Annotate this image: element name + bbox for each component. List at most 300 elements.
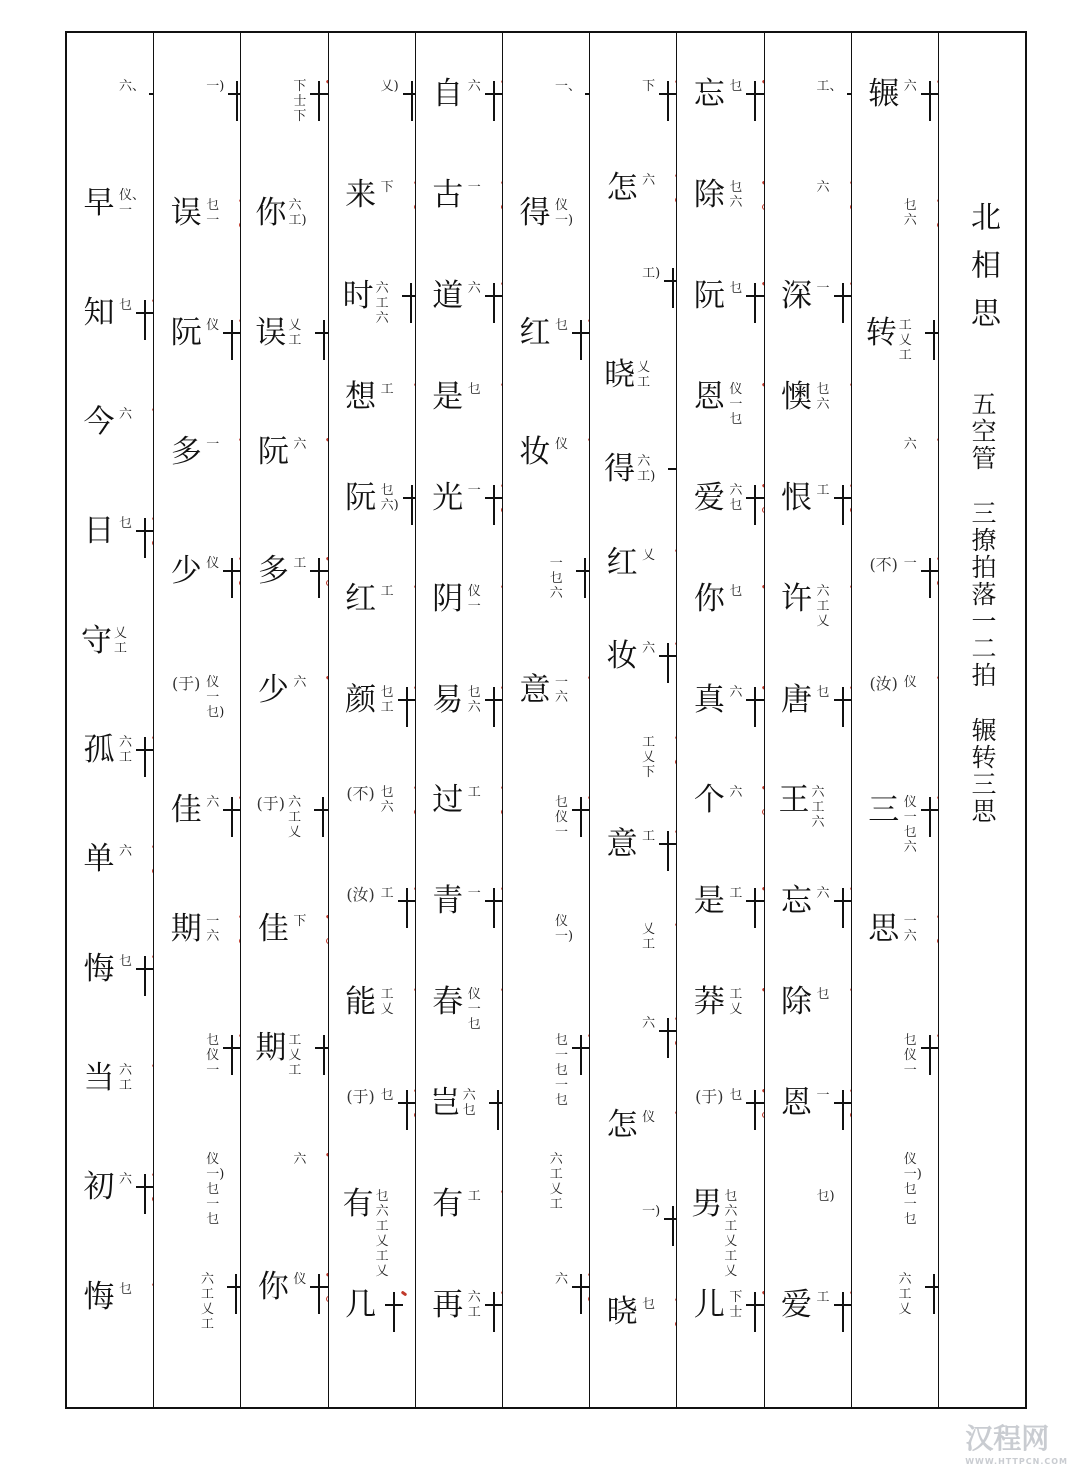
gongche-note: 六 bbox=[816, 583, 830, 599]
gongche-note: 乂工 bbox=[288, 317, 302, 348]
beat-crossbar bbox=[310, 93, 327, 95]
gongche-note: 乜 bbox=[903, 1212, 917, 1228]
gongche-note: 六 bbox=[554, 690, 568, 706]
score-cell bbox=[604, 546, 676, 640]
beat-mark bbox=[657, 920, 676, 1014]
watermark-logo bbox=[965, 1417, 1068, 1466]
score-cell bbox=[517, 793, 589, 912]
beat-mark bbox=[657, 827, 676, 921]
beat-mark bbox=[657, 733, 676, 827]
notation-group bbox=[729, 382, 742, 427]
beat-mark bbox=[744, 380, 763, 481]
gongche-note: 六工 bbox=[811, 785, 825, 816]
beat-mark bbox=[657, 639, 676, 733]
notation-group bbox=[729, 785, 742, 800]
score-cell bbox=[604, 639, 676, 733]
beat-mark bbox=[744, 582, 763, 683]
gongche-note: 工 bbox=[467, 785, 481, 801]
gongche-note: 一 bbox=[816, 1088, 830, 1104]
gongche-note: 乂) bbox=[380, 79, 399, 94]
beat-crossbar bbox=[921, 809, 938, 811]
beat-mark bbox=[308, 554, 327, 673]
beat-mark bbox=[570, 1270, 589, 1389]
lyric-character: 单 bbox=[83, 841, 115, 878]
beat-crossbar bbox=[136, 749, 153, 751]
score-column bbox=[328, 33, 415, 1407]
score-cell bbox=[343, 1086, 415, 1187]
gongche-note: 六 bbox=[288, 794, 302, 810]
score-cell bbox=[343, 985, 415, 1086]
beat-mark bbox=[744, 481, 763, 582]
beat-mark bbox=[226, 673, 240, 792]
lyric-character: 忘 bbox=[781, 883, 812, 920]
beat-stem bbox=[754, 1090, 756, 1130]
score-cell bbox=[168, 673, 240, 792]
notation-group bbox=[555, 1033, 568, 1108]
beat-mark bbox=[574, 1150, 589, 1269]
beat-crossbar bbox=[576, 570, 589, 572]
notation-group bbox=[288, 1033, 310, 1078]
notation-group bbox=[729, 1088, 742, 1103]
score-cell bbox=[255, 673, 327, 792]
lyric-character: 男 bbox=[691, 1186, 723, 1223]
gongche-note: 仪 bbox=[206, 1152, 220, 1168]
score-cell bbox=[343, 481, 415, 582]
notation-group bbox=[729, 180, 742, 210]
notation-group bbox=[555, 318, 568, 333]
lyric-character: 怎 bbox=[606, 1106, 638, 1143]
gongche-note: 乂工 bbox=[200, 1301, 214, 1332]
notation-group bbox=[724, 1189, 746, 1279]
beat-stem bbox=[144, 300, 146, 340]
beat-mark bbox=[308, 77, 327, 196]
gongche-note: 工乂 bbox=[288, 809, 302, 840]
gongche-note: 乂工 bbox=[375, 1234, 389, 1265]
beat-mark bbox=[919, 673, 938, 792]
beat-stem bbox=[754, 888, 756, 928]
notation-group bbox=[555, 914, 573, 944]
gongche-note: 乂 bbox=[380, 1002, 394, 1018]
notation-group bbox=[642, 79, 655, 94]
beat-crossbar bbox=[136, 312, 153, 314]
score-cell bbox=[517, 1150, 589, 1269]
notation-group bbox=[904, 1033, 917, 1078]
notation-group bbox=[206, 437, 219, 452]
gongche-note: 六 bbox=[119, 734, 133, 750]
gongche-note: 乜 bbox=[729, 179, 743, 195]
gongche-note: 乜 bbox=[729, 583, 743, 599]
beat-stem bbox=[672, 1206, 674, 1246]
beat-mark bbox=[134, 1280, 153, 1389]
notation-group bbox=[206, 1152, 224, 1227]
beat-mark bbox=[483, 279, 502, 380]
score-cell bbox=[866, 77, 938, 196]
gongche-note: 乜 bbox=[642, 1297, 656, 1313]
gongche-note: 乜 bbox=[206, 1182, 220, 1198]
gongche-note: 一 bbox=[903, 1063, 917, 1079]
notation-group bbox=[468, 281, 481, 296]
gongche-note: 下 bbox=[293, 913, 307, 929]
notation-group bbox=[119, 735, 132, 765]
notation-group bbox=[468, 79, 481, 94]
score-cell bbox=[517, 316, 589, 435]
gongche-note: 乂工 bbox=[288, 1048, 302, 1079]
beat-mark bbox=[396, 380, 415, 481]
score-cell bbox=[343, 582, 415, 683]
lyric-character: 再 bbox=[432, 1287, 464, 1324]
lyric-character: 儿 bbox=[693, 1287, 725, 1324]
gongche-note: 乜 bbox=[380, 785, 394, 801]
beat-mark bbox=[226, 1150, 240, 1269]
beat-stem bbox=[933, 1274, 935, 1314]
gongche-note: 六 bbox=[549, 586, 563, 602]
beat-stem bbox=[231, 320, 233, 360]
beat-crossbar bbox=[834, 699, 851, 701]
beat-mark bbox=[396, 683, 415, 784]
lyric-character: 春 bbox=[432, 984, 464, 1021]
mode-label: 五空管 bbox=[967, 391, 997, 472]
beat-stem bbox=[580, 797, 582, 837]
notation-group bbox=[119, 516, 132, 531]
score-cell bbox=[691, 481, 763, 582]
beat-mark bbox=[308, 1270, 327, 1389]
lyric-character: 守 bbox=[81, 622, 112, 659]
lyric-character: 是 bbox=[432, 378, 464, 415]
notation-group bbox=[642, 641, 655, 656]
beat-stem bbox=[929, 797, 931, 837]
notation-group bbox=[206, 318, 219, 333]
score-cell bbox=[604, 1108, 676, 1202]
beat-stem bbox=[667, 1018, 669, 1058]
notation-group bbox=[642, 735, 655, 780]
beat-stem bbox=[929, 1035, 931, 1075]
score-cell bbox=[866, 554, 938, 673]
score-column bbox=[153, 33, 240, 1407]
gongche-note: 仪 bbox=[554, 198, 568, 214]
score-cell bbox=[343, 783, 415, 884]
gongche-note: 乂 bbox=[642, 750, 656, 766]
beat-mark bbox=[748, 1187, 763, 1288]
score-cell bbox=[691, 1288, 763, 1389]
notation-group bbox=[119, 188, 145, 218]
beat-crossbar bbox=[227, 1286, 240, 1288]
notation-group bbox=[899, 318, 921, 363]
gongche-note: 工 bbox=[467, 1189, 481, 1205]
gongche-note: 一) bbox=[554, 213, 574, 229]
notation-group bbox=[637, 454, 664, 484]
beat-mark bbox=[396, 178, 415, 279]
beat-mark bbox=[221, 196, 240, 315]
beat-crossbar bbox=[136, 968, 153, 970]
beat-crossbar bbox=[223, 570, 240, 572]
lyric-character: 你 bbox=[255, 195, 287, 232]
gongche-note: 六 bbox=[119, 406, 133, 422]
gongche-note: 乜 bbox=[380, 684, 394, 700]
notation-group bbox=[119, 844, 132, 859]
gongche-note: 下 bbox=[729, 1290, 743, 1306]
lyric-character: 有 bbox=[432, 1186, 464, 1223]
gongche-note: 一、 bbox=[554, 79, 581, 94]
lyric-character: 今 bbox=[83, 403, 115, 440]
gongche-note: 六 bbox=[293, 675, 307, 691]
beat-mark bbox=[744, 783, 763, 884]
gongche-note: 乂工 bbox=[549, 1182, 563, 1213]
gongche-note: 一 bbox=[729, 396, 743, 412]
beat-crossbar bbox=[664, 280, 676, 282]
beat-mark bbox=[570, 793, 589, 912]
gongche-note: 六 bbox=[554, 1271, 568, 1287]
beat-stem bbox=[235, 1274, 237, 1314]
lyric-character: 深 bbox=[781, 277, 812, 314]
lyric-character: 爱 bbox=[693, 479, 725, 516]
gongche-note: 乜 bbox=[554, 1093, 568, 1109]
gongche-note: 一 bbox=[467, 1002, 481, 1018]
notation-group bbox=[468, 382, 481, 397]
lyric-character: 爱 bbox=[781, 1287, 812, 1324]
beat-mark bbox=[400, 279, 415, 380]
gongche-note: 一 bbox=[816, 280, 830, 296]
score-cell bbox=[604, 1014, 676, 1108]
lyric-character: 日 bbox=[83, 513, 115, 550]
beat-stem bbox=[584, 558, 586, 598]
beat-mark bbox=[923, 1270, 938, 1389]
score-column bbox=[502, 33, 589, 1407]
gongche-note: 乜 bbox=[816, 684, 830, 700]
beat-crossbar bbox=[398, 699, 415, 701]
gongche-note: 六 bbox=[119, 844, 133, 860]
score-cell bbox=[604, 171, 676, 265]
beat-mark bbox=[575, 912, 589, 1031]
beat-crossbar bbox=[310, 1286, 327, 1288]
gongche-note: 一 bbox=[467, 886, 481, 902]
lyric-character: 是 bbox=[693, 883, 725, 920]
score-cell bbox=[779, 582, 851, 683]
gongche-note: 一 bbox=[206, 1063, 220, 1079]
beat-stem bbox=[842, 283, 844, 323]
gongche-note: 乂工 bbox=[114, 625, 128, 656]
beat-stem bbox=[236, 81, 238, 121]
notation-group bbox=[555, 1272, 568, 1287]
beat-stem bbox=[493, 485, 495, 525]
gongche-note: 六乜 bbox=[462, 1088, 476, 1119]
notation-group bbox=[119, 1172, 132, 1187]
beat-stem bbox=[493, 888, 495, 928]
beat-mark bbox=[221, 793, 240, 912]
score-cell bbox=[168, 1150, 240, 1269]
gongche-note: 仪 bbox=[903, 794, 917, 810]
score-cell bbox=[604, 1295, 676, 1389]
gongche-note: 工 bbox=[549, 1167, 563, 1183]
notation-group bbox=[729, 886, 742, 901]
notation-group bbox=[904, 675, 917, 690]
gongche-note: 六工 bbox=[375, 280, 389, 311]
score-cell bbox=[343, 1288, 411, 1389]
beat-crossbar bbox=[664, 1218, 676, 1220]
lyric-character: (于) bbox=[346, 1087, 375, 1107]
beat-stem bbox=[933, 320, 935, 360]
score-cell bbox=[81, 733, 153, 842]
lyric-character: 晓 bbox=[604, 357, 636, 394]
score-column bbox=[415, 33, 502, 1407]
notation-group bbox=[119, 1063, 132, 1093]
beat-stem bbox=[144, 956, 146, 996]
beat-mark bbox=[923, 316, 938, 435]
gongche-note: 六 bbox=[206, 928, 220, 944]
beat-mark bbox=[225, 1270, 240, 1389]
gongche-note: 工 bbox=[380, 381, 394, 397]
score-cell bbox=[604, 452, 676, 546]
score-cell bbox=[168, 1270, 240, 1389]
gongche-note: 仪 bbox=[293, 1271, 307, 1287]
gongche-note: 工 bbox=[288, 1033, 302, 1049]
beat-crossbar bbox=[746, 497, 763, 499]
beat-stem bbox=[406, 687, 408, 727]
score-cell bbox=[430, 279, 502, 380]
gongche-note: 乜 bbox=[729, 411, 743, 427]
gongche-note: 士 bbox=[729, 1305, 743, 1321]
gongche-note: 一 bbox=[119, 203, 133, 219]
notation-group bbox=[293, 1272, 306, 1287]
score-cell bbox=[691, 178, 763, 279]
lyric-character: (于) bbox=[695, 1087, 724, 1107]
score-cell bbox=[81, 1061, 153, 1170]
beat-mark bbox=[400, 1187, 415, 1288]
notation-group bbox=[555, 79, 581, 94]
score-cell bbox=[517, 554, 589, 673]
notation-group bbox=[642, 548, 655, 563]
beat-mark bbox=[483, 1187, 502, 1288]
beat-mark bbox=[832, 178, 851, 279]
score-cell bbox=[430, 380, 502, 481]
lyric-character: 期 bbox=[170, 910, 202, 947]
score-cell bbox=[517, 435, 589, 554]
gongche-note: 乜 bbox=[119, 516, 133, 532]
beat-crossbar bbox=[485, 1304, 502, 1306]
score-cell bbox=[81, 624, 153, 733]
gongche-note: 乂工 bbox=[637, 360, 651, 391]
score-cell bbox=[168, 77, 240, 196]
beat-mark bbox=[661, 358, 676, 452]
notation-group bbox=[642, 829, 655, 844]
beat-stem bbox=[754, 1292, 756, 1332]
beat-mark bbox=[657, 77, 676, 171]
gongche-note: 工 bbox=[898, 317, 912, 333]
beat-stem bbox=[667, 643, 669, 683]
beat-crossbar bbox=[223, 332, 240, 334]
beat-crossbar bbox=[572, 1286, 589, 1288]
gongche-note: 工 bbox=[380, 699, 394, 715]
score-cell bbox=[604, 827, 676, 921]
score-cell bbox=[779, 783, 851, 884]
score-cell bbox=[430, 783, 502, 884]
lyric-character: 有 bbox=[342, 1186, 374, 1223]
gongche-note: 一 bbox=[554, 824, 568, 840]
lyric-character: 当 bbox=[83, 1059, 115, 1096]
beat-stem bbox=[318, 81, 320, 121]
beat-mark bbox=[832, 884, 851, 985]
notation-group bbox=[381, 987, 394, 1017]
lyric-character: 阮 bbox=[170, 314, 202, 351]
beat-mark bbox=[657, 1108, 676, 1202]
beat-crossbar bbox=[834, 497, 851, 499]
lyric-character: 得 bbox=[604, 450, 636, 487]
gongche-note: 仪、 bbox=[119, 188, 146, 204]
beat-stem bbox=[323, 320, 325, 360]
beat-mark bbox=[138, 624, 153, 733]
lyric-character: 知 bbox=[83, 294, 115, 331]
score-cell bbox=[779, 985, 851, 1086]
beat-mark bbox=[836, 783, 851, 884]
beat-crossbar bbox=[485, 900, 502, 902]
gongche-note: 一 bbox=[554, 1048, 568, 1064]
score-cell bbox=[691, 985, 763, 1086]
gongche-note: 仪 bbox=[729, 381, 743, 397]
beat-stem bbox=[318, 558, 320, 598]
beat-stem bbox=[393, 1292, 395, 1332]
gongche-note: 六 bbox=[816, 396, 830, 412]
beat-stem bbox=[411, 485, 413, 525]
gongche-note: 六 bbox=[903, 839, 917, 855]
notation-group bbox=[119, 79, 145, 94]
beat-crossbar bbox=[485, 699, 502, 701]
notation-group bbox=[555, 437, 568, 452]
gongche-note: 下 bbox=[642, 79, 656, 94]
gongche-note: 六工 bbox=[200, 1271, 214, 1302]
gongche-note: 工 bbox=[380, 886, 394, 902]
piece-subtitle: 辗转三思 bbox=[967, 717, 997, 825]
beat-stem bbox=[231, 558, 233, 598]
beat-stem bbox=[144, 518, 146, 558]
notation-group bbox=[729, 584, 742, 599]
lyric-character: 意 bbox=[606, 825, 638, 862]
score-cell bbox=[81, 77, 153, 186]
gongche-note: 工) bbox=[642, 266, 661, 282]
lyric-character: 少 bbox=[257, 672, 289, 709]
gongche-note: 乜 bbox=[903, 198, 917, 214]
score-cell bbox=[779, 481, 851, 582]
lyric-character: 妆 bbox=[606, 638, 638, 675]
lyric-character: 个 bbox=[693, 782, 725, 819]
score-cell bbox=[81, 952, 153, 1061]
score-cell bbox=[343, 77, 415, 178]
gongche-note: 一 bbox=[903, 1197, 917, 1213]
beat-mark bbox=[134, 514, 153, 623]
beat-mark bbox=[317, 196, 327, 315]
notation-group bbox=[904, 556, 917, 571]
beat-stem bbox=[144, 737, 146, 777]
score-cell bbox=[691, 884, 763, 985]
beat-mark bbox=[396, 783, 415, 884]
score-cell bbox=[517, 912, 589, 1031]
notation-group bbox=[550, 556, 572, 601]
score-cell bbox=[430, 683, 502, 784]
score-cell bbox=[691, 279, 763, 380]
score-cell bbox=[255, 316, 327, 435]
gongche-note: 乜 bbox=[206, 1212, 220, 1228]
gongche-note: 仪 bbox=[903, 1048, 917, 1064]
lyric-character: 懊 bbox=[781, 378, 812, 415]
gongche-note: 仪 bbox=[554, 913, 568, 929]
beat-mark bbox=[657, 1295, 676, 1389]
notation-group bbox=[468, 785, 481, 800]
beat-mark bbox=[383, 1288, 411, 1389]
notation-group bbox=[206, 1033, 219, 1078]
gongche-note: 下 bbox=[293, 79, 307, 94]
beat-mark bbox=[744, 77, 763, 178]
beat-mark bbox=[832, 481, 851, 582]
gongche-note: 六 bbox=[903, 436, 917, 452]
score-column bbox=[67, 33, 153, 1407]
